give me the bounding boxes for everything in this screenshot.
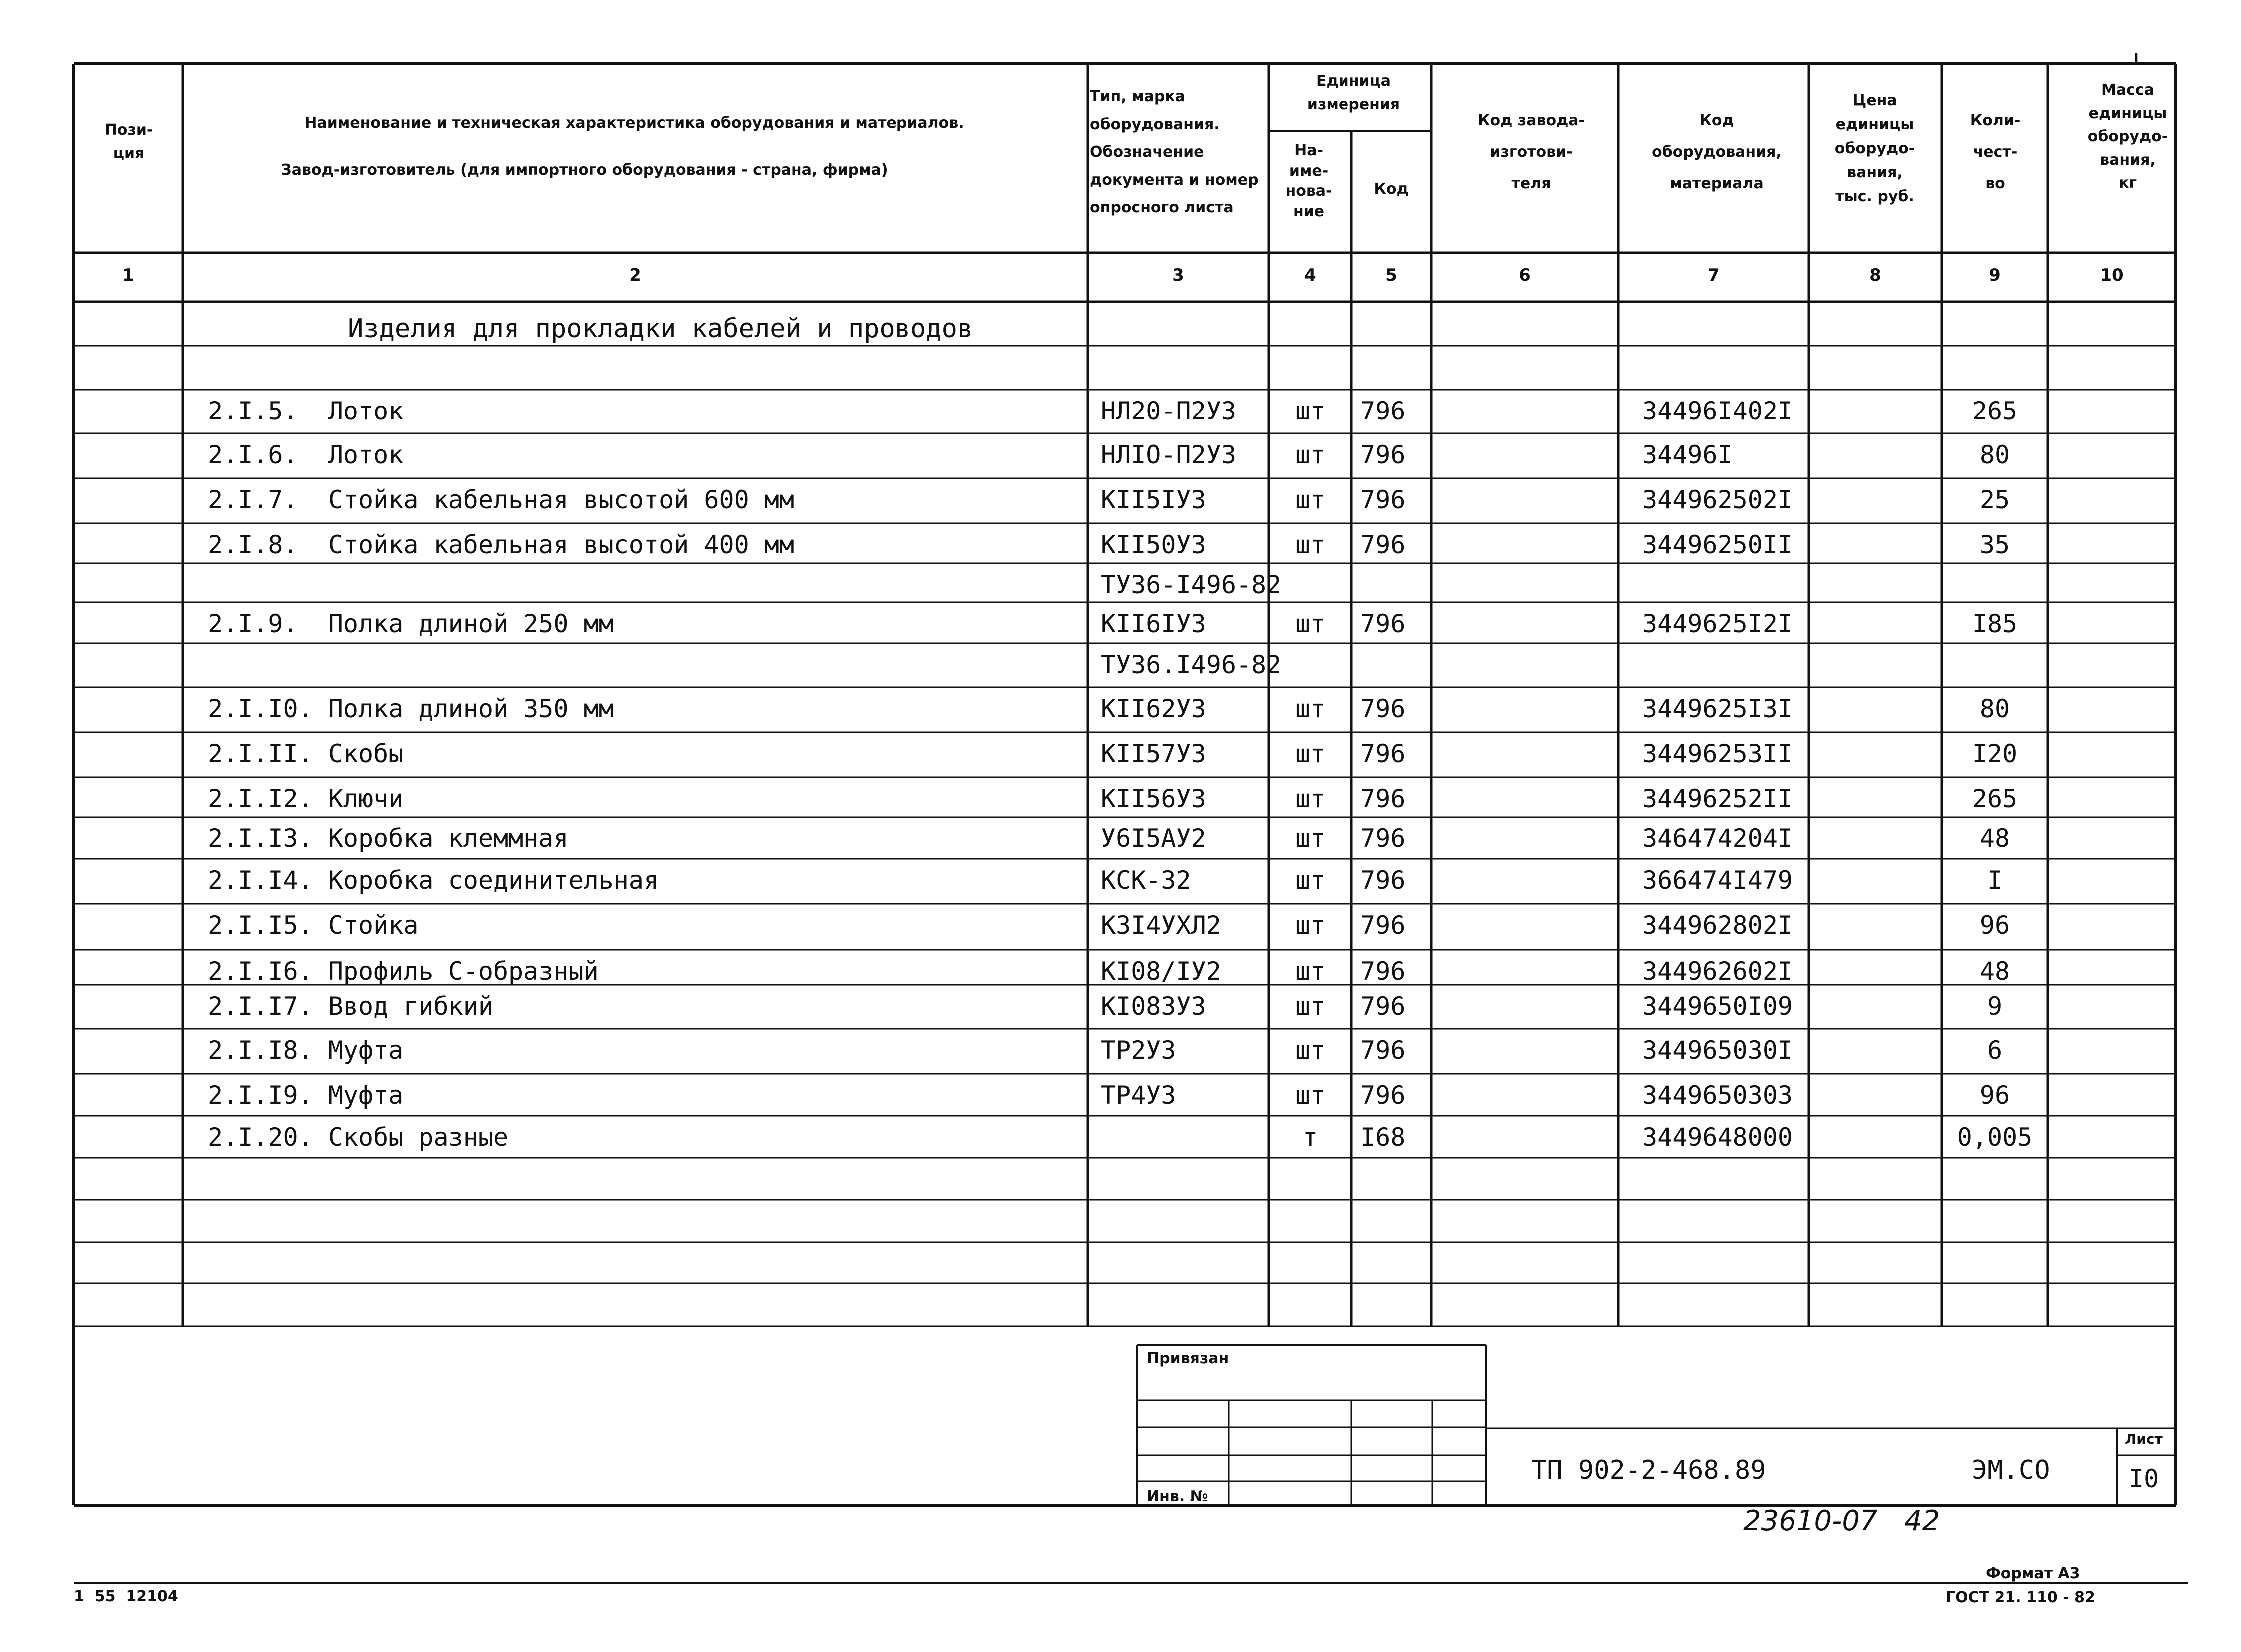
cell-equip-code: 34496I402I: [1642, 397, 1793, 425]
header-unit-code: Код: [1374, 180, 1409, 198]
cell-type: КII57УЗ: [1101, 739, 1206, 768]
cell-unit: шт: [1295, 824, 1326, 853]
cell-type: У6I5АУ2: [1101, 824, 1206, 853]
cell-unit: шт: [1295, 609, 1326, 638]
cell-type: КЗI4УХЛ2: [1101, 911, 1221, 940]
column-number-3: 3: [1172, 265, 1184, 285]
cell-equip-code: 3449625I2I: [1642, 609, 1793, 638]
column-number-9: 9: [1989, 265, 2001, 285]
stamp-sheet-number: I0: [2129, 1464, 2159, 1493]
cell-code: 796: [1360, 992, 1406, 1021]
cell-name: 2.I.6. Лоток: [208, 440, 404, 469]
cell-code: 796: [1360, 694, 1406, 723]
cell-code: 796: [1360, 530, 1406, 559]
cell-type: КII5IУЗ: [1101, 485, 1206, 514]
cell-type: КII56УЗ: [1101, 784, 1206, 813]
cell-unit: т: [1302, 1123, 1318, 1152]
cell-name: 2.I.I6. Профиль С-образный: [208, 957, 599, 986]
cell-type: КII6IУЗ: [1101, 609, 1206, 638]
cell-unit: шт: [1295, 694, 1326, 723]
cell-name: 2.I.I4. Коробка соединительная: [208, 866, 659, 895]
cell-type: НЛ20-П2УЗ: [1101, 397, 1236, 425]
cell-equip-code: 34496I: [1642, 440, 1733, 469]
cell-qty: I85: [1972, 609, 2018, 638]
cell-type: ТУ36-I496-82: [1101, 570, 1282, 599]
section-title: Изделия для прокладки кабелей и проводов: [348, 314, 973, 344]
cell-equip-code: 344962602I: [1642, 957, 1793, 986]
cell-code: 796: [1360, 866, 1406, 895]
header-unit-group: Единица измерения: [1307, 72, 1400, 113]
header-position: Пози- ция: [104, 121, 153, 162]
column-number-7: 7: [1708, 265, 1720, 285]
header-factory-code: Код завода- изготови- теля: [1478, 112, 1585, 192]
cell-equip-code: 346474204I: [1642, 824, 1793, 853]
cell-unit: шт: [1295, 957, 1326, 986]
footer-format: Формат А3: [1986, 1565, 2080, 1582]
cell-code: 796: [1360, 485, 1406, 514]
cell-unit: шт: [1295, 485, 1326, 514]
column-number-2: 2: [629, 265, 641, 285]
stamp-document-code: ТП 902-2-468.89: [1531, 1455, 1766, 1485]
cell-code: 796: [1360, 739, 1406, 768]
cell-type: ТР2УЗ: [1101, 1036, 1176, 1065]
cell-type: КII62УЗ: [1101, 694, 1206, 723]
cell-qty: 35: [1979, 530, 2010, 559]
cell-type: КI08/IУ2: [1101, 957, 1221, 986]
cell-qty: 96: [1979, 911, 2010, 940]
cell-qty: 48: [1979, 824, 2010, 853]
cell-equip-code: 34496252II: [1642, 784, 1793, 813]
cell-code: 796: [1360, 609, 1406, 638]
cell-code: 796: [1360, 957, 1406, 986]
header-type-mark: Тип, марка оборудования. Обозначение документа и номер опросного листа: [1090, 88, 1259, 216]
footer-gost: ГОСТ 21. 110 - 82: [1946, 1589, 2095, 1606]
cell-qty: 80: [1979, 440, 2010, 469]
cell-equip-code: 344962802I: [1642, 911, 1793, 940]
cell-code: 796: [1360, 397, 1406, 425]
cell-qty: 6: [1987, 1036, 2003, 1065]
stamp-attached-label: Привязан: [1147, 1350, 1229, 1367]
header-unit-mass: Масса единицы оборудо- вания, кг: [2087, 81, 2168, 192]
stamp-mark: ЭМ.СО: [1972, 1455, 2050, 1485]
cell-qty: 96: [1979, 1081, 2010, 1110]
cell-name: 2.I.9. Полка длиной 250 мм: [208, 609, 614, 638]
cell-equip-code: 34496253II: [1642, 739, 1793, 768]
cell-code: 796: [1360, 1036, 1406, 1065]
cell-qty: 80: [1979, 694, 2010, 723]
cell-name: 2.I.5. Лоток: [208, 397, 404, 425]
cell-name: 2.I.I5. Стойка: [208, 911, 419, 940]
header-unit-name: На- име- нова- ние: [1285, 142, 1332, 220]
cell-equip-code: 366474I479: [1642, 866, 1793, 895]
cell-name: 2.I.I8. Муфта: [208, 1036, 404, 1065]
cell-qty: 9: [1987, 992, 2003, 1021]
cell-name: 2.I.I2. Ключи: [208, 784, 404, 813]
cell-code: 796: [1360, 784, 1406, 813]
cell-unit: шт: [1295, 440, 1326, 469]
handwritten-number: 23610-07 42: [1743, 1505, 1940, 1537]
cell-code: 796: [1360, 1081, 1406, 1110]
corner-mark: I: [2134, 51, 2139, 66]
cell-equip-code: 3449650I09: [1642, 992, 1793, 1021]
header-unit-price: Цена единицы оборудо- вания, тыс. руб.: [1834, 92, 1915, 205]
cell-qty: 0,005: [1957, 1123, 2033, 1152]
cell-name: 2.I.20. Скобы разные: [208, 1123, 509, 1152]
column-number-8: 8: [1869, 265, 1881, 285]
cell-code: 796: [1360, 824, 1406, 853]
column-number-10: 10: [2100, 265, 2124, 285]
cell-unit: шт: [1295, 397, 1326, 425]
cell-unit: шт: [1295, 1081, 1326, 1110]
cell-type: КСК-32: [1101, 866, 1191, 895]
cell-unit: шт: [1295, 739, 1326, 768]
cell-type: КII50УЗ: [1101, 530, 1206, 559]
cell-name: 2.I.I0. Полка длиной 350 мм: [208, 694, 614, 723]
cell-type: ТУ36.I496-82: [1101, 650, 1282, 679]
cell-equip-code: 34496250II: [1642, 530, 1793, 559]
cell-type: НЛIО-П2УЗ: [1101, 440, 1236, 469]
cell-type: ТР4УЗ: [1101, 1081, 1176, 1110]
stamp-inventory-label: Инв. №: [1147, 1488, 1208, 1505]
column-number-6: 6: [1519, 265, 1531, 285]
cell-equip-code: 3449650303: [1642, 1081, 1793, 1110]
cell-code: I68: [1360, 1123, 1406, 1152]
cell-equip-code: 344965030I: [1642, 1036, 1793, 1065]
cell-unit: шт: [1295, 784, 1326, 813]
column-number-4: 4: [1304, 265, 1316, 285]
cell-name: 2.I.7. Стойка кабельная высотой 600 мм: [208, 485, 794, 514]
cell-unit: шт: [1295, 1036, 1326, 1065]
cell-code: 796: [1360, 440, 1406, 469]
cell-qty: I20: [1972, 739, 2018, 768]
cell-name: 2.I.I9. Муфта: [208, 1081, 404, 1110]
cell-unit: шт: [1295, 866, 1326, 895]
cell-qty: 265: [1972, 784, 2018, 813]
cell-unit: шт: [1295, 911, 1326, 940]
header-quantity: Коли- чест- во: [1970, 112, 2021, 192]
column-number-5: 5: [1385, 265, 1397, 285]
footer-left-code: 1 55 12104: [74, 1588, 178, 1605]
cell-qty: 265: [1972, 397, 2018, 425]
cell-type: КI083УЗ: [1101, 992, 1206, 1021]
cell-unit: шт: [1295, 992, 1326, 1021]
column-number-1: 1: [122, 265, 134, 285]
cell-name: 2.I.8. Стойка кабельная высотой 400 мм: [208, 530, 794, 559]
stamp-sheet-label: Лист: [2125, 1431, 2163, 1447]
cell-equip-code: 3449648000: [1642, 1123, 1793, 1152]
header-name-line1: Наименование и техническая характеристика оборудования и материалов.: [304, 114, 964, 132]
cell-unit: шт: [1295, 530, 1326, 559]
cell-qty: I: [1987, 866, 2003, 895]
cell-qty: 48: [1979, 957, 2010, 986]
cell-code: 796: [1360, 911, 1406, 940]
cell-qty: 25: [1979, 485, 2010, 514]
cell-equip-code: 3449625I3I: [1642, 694, 1793, 723]
header-name-line2: Завод-изготовитель (для импортного оборудования - страна, фирма): [281, 161, 888, 179]
cell-name: 2.I.I3. Коробка клеммная: [208, 824, 569, 853]
cell-name: 2.I.II. Скобы: [208, 739, 404, 768]
cell-equip-code: 344962502I: [1642, 485, 1793, 514]
cell-name: 2.I.I7. Ввод гибкий: [208, 992, 493, 1021]
header-equipment-code: Код оборудования, материала: [1652, 112, 1782, 192]
